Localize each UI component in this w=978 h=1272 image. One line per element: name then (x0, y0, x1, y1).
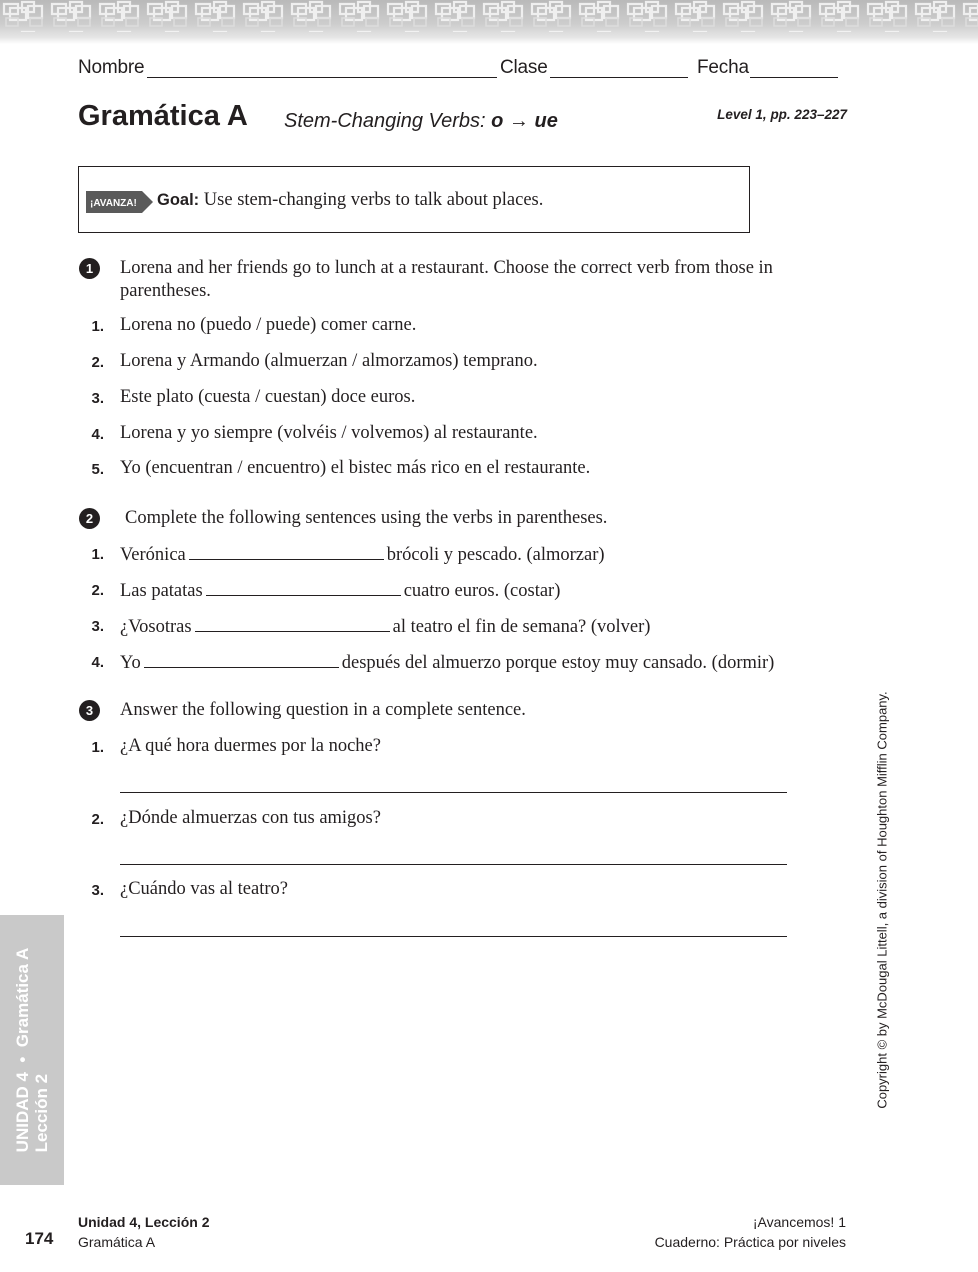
subtitle-text: Stem-Changing Verbs: (284, 110, 492, 132)
item-number: 1. (91, 739, 104, 756)
page-title: Gramática A (78, 100, 248, 132)
level-reference: Level 1, pp. 223–227 (717, 107, 847, 122)
list-item (120, 543, 605, 566)
list-item (120, 615, 650, 638)
item-number: 2. (91, 811, 104, 828)
list-item: Lorena y yo siempre (volvéis / volvemos) al restaurante. (120, 423, 538, 443)
decorative-banner (0, 0, 978, 44)
copyright-notice: Copyright © by McDougal Littell, a division of Houghton Mifflin Company. (874, 691, 890, 1109)
footer-unit: Unidad 4, Lección 2 (78, 1214, 210, 1230)
section-2-number-icon: 2 (79, 508, 100, 529)
name-field[interactable] (147, 77, 497, 78)
footer-section: Gramática A (78, 1234, 156, 1250)
page-number: 174 (25, 1229, 54, 1248)
footer-left (78, 1212, 209, 1252)
item-number: 4. (91, 426, 104, 443)
answer-blank[interactable] (195, 615, 390, 632)
question-text: ¿Dónde almuerzas con tus amigos? (120, 808, 381, 828)
side-tab-line1: UNIDAD 4 • Gramática A (13, 947, 32, 1153)
side-tab-text (13, 948, 51, 1153)
item-number: 3. (91, 618, 104, 635)
item-text-before: ¿Vosotras (120, 617, 192, 637)
list-item: Este plato (cuesta / cuestan) doce euros. (120, 387, 416, 407)
list-item: Lorena no (puedo / puede) comer carne. (120, 315, 417, 335)
section-1-instruction: Lorena and her friends go to lunch at a restaurant. Choose the correct verb from those in parentheses. (120, 258, 773, 301)
item-number: 3. (91, 882, 104, 899)
date-label: Fecha (697, 57, 749, 78)
answer-blank[interactable] (206, 579, 401, 596)
item-number: 1. (91, 546, 104, 563)
item-text-after: cuatro euros. (costar) (403, 581, 561, 601)
avanza-badge-text: ¡AVANZA! (90, 198, 137, 209)
section-3-number-icon: 3 (79, 700, 100, 721)
goal-label: Goal: (157, 191, 200, 209)
page-subtitle (284, 110, 558, 133)
answer-blank[interactable] (144, 651, 339, 668)
subtitle-change: o → ue (491, 110, 558, 132)
class-label: Clase (500, 57, 548, 78)
answer-blank[interactable] (189, 543, 384, 560)
name-label: Nombre (78, 57, 145, 78)
item-text-after: al teatro el fin de semana? (volver) (392, 617, 651, 637)
item-number: 5. (91, 461, 104, 478)
class-field[interactable] (550, 77, 688, 78)
answer-line[interactable] (120, 792, 787, 793)
question-text: ¿Cuándo vas al teatro? (120, 879, 288, 899)
item-text-before: Verónica (120, 545, 186, 565)
answer-line[interactable] (120, 864, 787, 865)
item-number: 4. (91, 654, 104, 671)
list-item (120, 651, 774, 674)
question-text: ¿A qué hora duermes por la noche? (120, 736, 381, 756)
item-text-before: Yo (120, 653, 141, 673)
section-3-instruction: Answer the following question in a complete sentence. (120, 700, 526, 720)
footer-book-title: ¡Avancemos! 1 (752, 1214, 846, 1230)
goal-description: Use stem-changing verbs to talk about places. (203, 190, 544, 210)
list-item (120, 579, 560, 602)
item-text-after: brócoli y pescado. (almorzar) (386, 545, 605, 565)
footer-workbook: Cuaderno: Práctica por niveles (654, 1234, 846, 1250)
list-item: Lorena y Armando (almuerzan / almorzamos) temprano. (120, 351, 538, 371)
knot-pattern-icon (0, 0, 978, 44)
item-number: 2. (91, 354, 104, 371)
goal-text (157, 190, 543, 211)
item-number: 3. (91, 390, 104, 407)
date-field[interactable] (750, 77, 838, 78)
section-2-instruction: Complete the following sentences using the verbs in parentheses. (125, 508, 608, 528)
answer-line[interactable] (120, 936, 787, 937)
item-number: 1. (91, 318, 104, 335)
side-tab-line2: Lección 2 (32, 1073, 51, 1153)
list-item: Yo (encuentran / encuentro) el bistec más rico en el restaurante. (120, 458, 591, 478)
avanza-badge-icon (86, 191, 154, 213)
footer-right (560, 1212, 846, 1252)
item-text-after: después del almuerzo porque estoy muy cansado. (dormir) (341, 653, 775, 673)
item-text-before: Las patatas (120, 581, 203, 601)
section-1-number-icon: 1 (79, 258, 100, 279)
item-number: 2. (91, 582, 104, 599)
